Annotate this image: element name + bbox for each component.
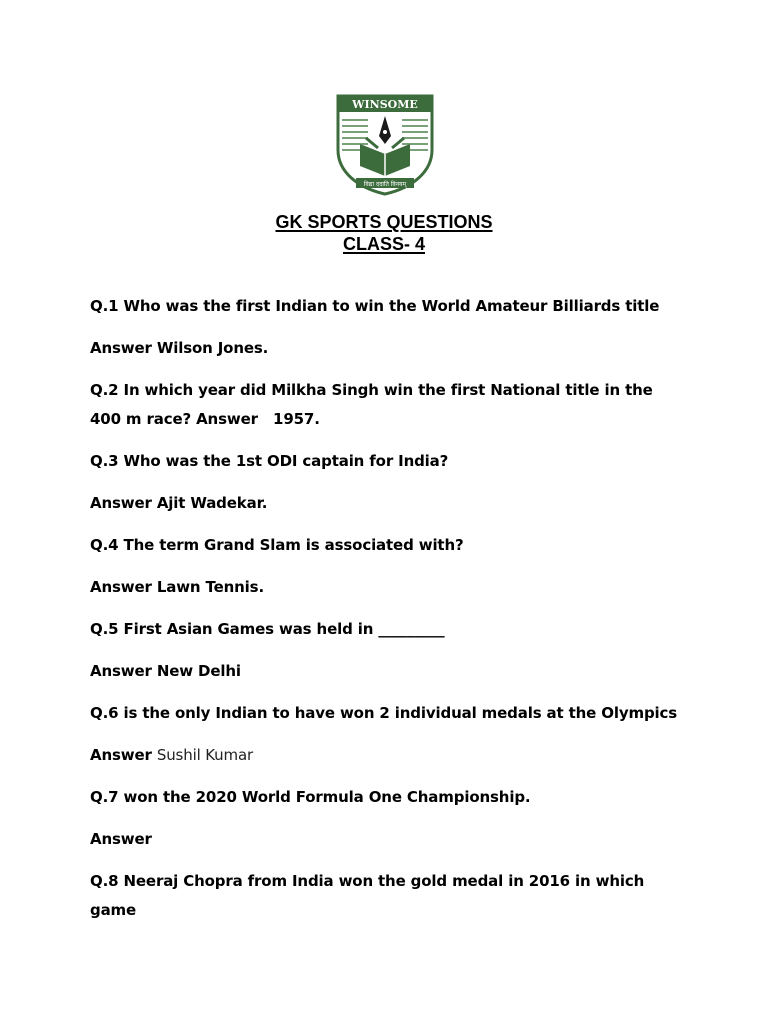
answer-label: Answer	[90, 746, 152, 764]
question-3: Q.3 Who was the 1st ODI captain for India?	[90, 452, 449, 470]
document-heading	[0, 211, 768, 255]
question-1: Q.1 Who was the first Indian to win the World Amateur Billiards title	[90, 297, 660, 315]
question-8: Q.8 Neeraj Chopra from India won the gold medal in 2016 in which game	[90, 872, 645, 919]
answer-1: Answer Wilson Jones.	[90, 339, 269, 357]
shield-emblem-icon	[334, 92, 436, 196]
school-logo	[334, 92, 436, 196]
question-6: Q.6 is the only Indian to have won 2 individual medals at the Olympics	[90, 704, 678, 722]
answer-4: Answer Lawn Tennis.	[90, 578, 264, 596]
logo-brand-text: WINSOME	[352, 98, 418, 111]
page-title: GK SPORTS QUESTIONS	[275, 212, 493, 232]
answer-value: Sushil Kumar	[156, 746, 254, 764]
question-7: Q.7 won the 2020 World Formula One Championship.	[90, 788, 531, 806]
answer-5: Answer New Delhi	[90, 662, 241, 680]
question-2: Q.2 In which year did Milkha Singh win the first National title in the 400 m race? Answer 1957.	[90, 381, 653, 428]
answer-7: Answer	[90, 830, 152, 848]
answer-6	[90, 741, 700, 770]
question-4: Q.4 The term Grand Slam is associated with?	[90, 536, 464, 554]
question-5: Q.5 First Asian Games was held in _________	[90, 620, 445, 638]
page-subtitle: CLASS- 4	[342, 234, 425, 254]
logo-motto: विद्या ददाति विनयम्	[363, 181, 407, 188]
qa-list	[90, 292, 700, 938]
answer-3: Answer Ajit Wadekar.	[90, 494, 268, 512]
